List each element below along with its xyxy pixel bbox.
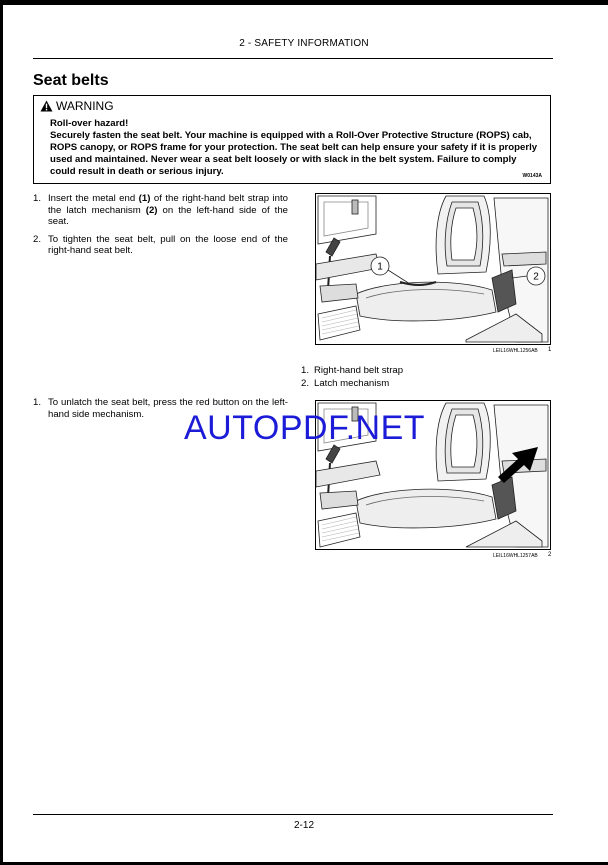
fasten-steps	[33, 193, 288, 263]
watermark: AUTOPDF.NET	[184, 409, 426, 447]
step-text: To tighten the seat belt, pull on the loose end of the right-hand seat belt.	[48, 233, 288, 256]
page-header: 2 - SAFETY INFORMATION	[239, 38, 369, 49]
step-number: 1.	[33, 193, 42, 204]
warning-header	[40, 99, 114, 113]
seat-illustration	[316, 194, 550, 344]
step-text: on the left-hand side of the seat.	[48, 204, 288, 227]
figure-legend	[301, 364, 403, 390]
callout-ref: (1)	[138, 193, 151, 204]
callout-1-label: 1	[377, 261, 383, 273]
figure-number: 1	[548, 347, 552, 353]
step-number: 2.	[33, 233, 42, 245]
legend-number: 2.	[301, 378, 310, 389]
list-item	[301, 377, 403, 390]
warning-box	[33, 95, 551, 184]
warning-code: W0143A	[522, 173, 542, 179]
step-text: To unlatch the seat belt, press the red button on the left-hand side mechanism.	[48, 397, 288, 420]
figure-code: LEIL16WHL1257AB	[493, 553, 538, 559]
page-number: 2-12	[293, 820, 314, 831]
warning-label: WARNING	[56, 99, 114, 113]
footer-rule	[33, 814, 553, 815]
legend-text: Right-hand belt strap	[314, 365, 404, 376]
legend-text: Latch mechanism	[314, 378, 390, 389]
step-text: Insert the metal end	[48, 193, 139, 204]
warning-triangle-icon	[40, 100, 53, 112]
step-text: of the right-hand belt strap into the latch mechanism	[48, 193, 289, 216]
callout-ref: (2)	[145, 204, 158, 216]
legend-number: 1.	[301, 365, 310, 376]
callout-2-label: 2	[533, 271, 539, 283]
header-rule	[33, 58, 553, 59]
figure-number: 2	[548, 552, 552, 558]
top-border	[0, 0, 608, 5]
figure-code: LEIL16WHL1256AB	[493, 348, 538, 354]
step-number: 1.	[33, 397, 42, 408]
section-title: Seat belts	[33, 72, 109, 89]
warning-heading: Roll-over hazard!	[50, 118, 129, 129]
warning-body: Securely fasten the seat belt. Your machine is equipped with a Roll-Over Protective Structure (ROPS) cab, ROPS canopy, or ROPS frame for your protection. The seat belt can help ensure your safety if it is properly used and maintained. Never wear a seat belt loosely or with slack in the belt system. Failure to comply could result in death or serious injury.	[50, 130, 538, 177]
figure-seat-belt-fasten	[315, 193, 551, 345]
left-border	[0, 0, 3, 865]
list-item	[33, 234, 288, 257]
warning-text	[50, 118, 540, 178]
list-item	[33, 193, 288, 228]
list-item	[301, 364, 403, 377]
